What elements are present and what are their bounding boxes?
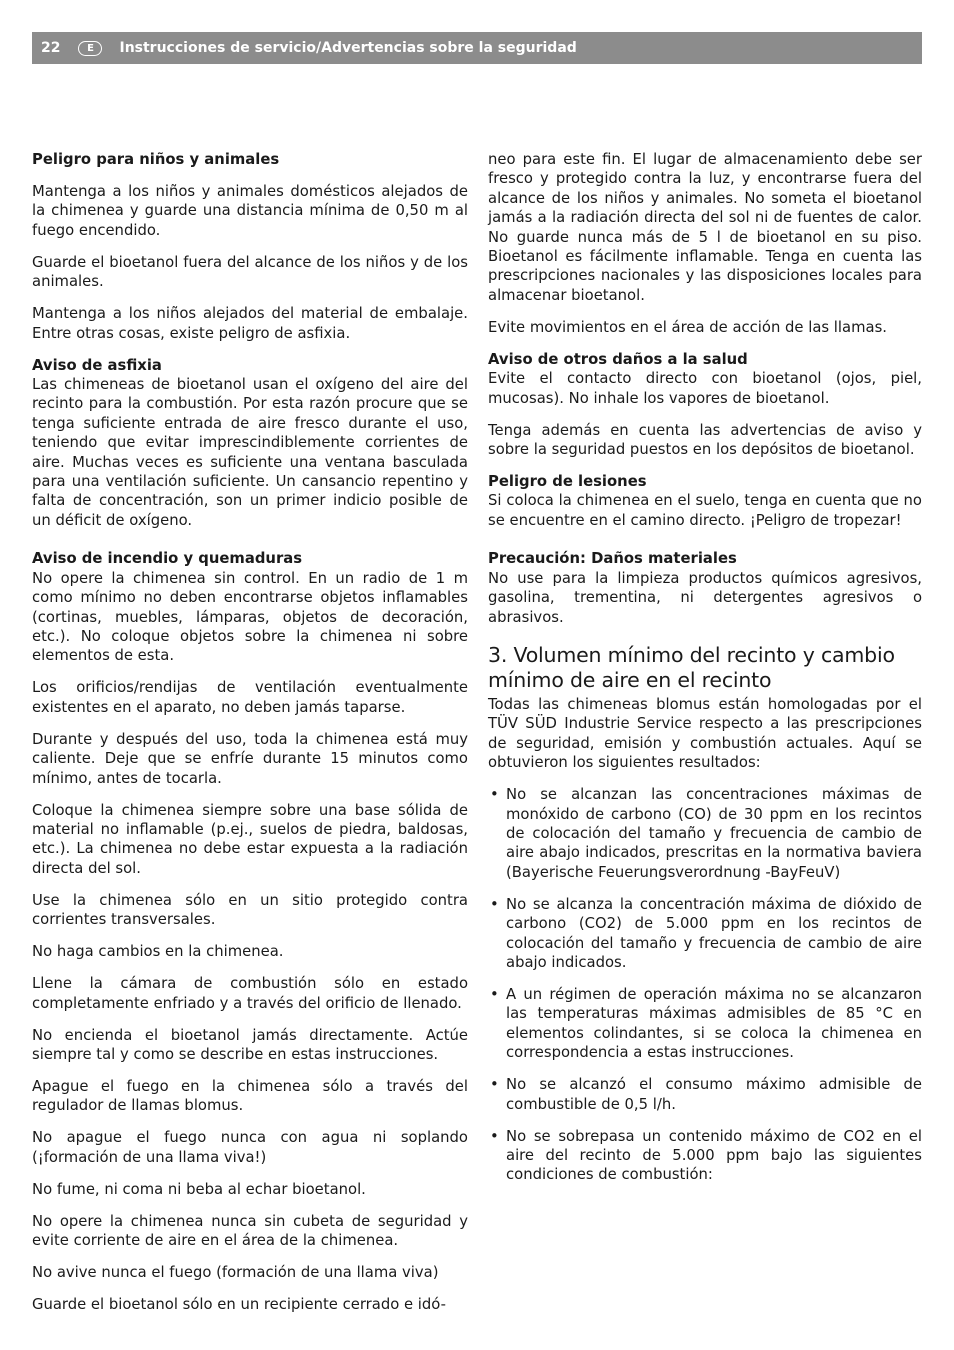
list-item-text: A un régimen de operación máxima no se alcanzaron las temperaturas máximas admisibles de 85 °C en elementos colindantes, si se coloca la chimenea en correspondencia a estas instrucciones. (506, 985, 922, 1062)
paragraph: Coloque la chimenea siempre sobre una base sólida de material no inflamable (p.ej., suelos de piedra, baldosas, etc.). La chimenea no debe estar expuesta a la radiación directa del sol. (32, 801, 468, 877)
language-badge: E (78, 41, 102, 56)
list-item-text: No se alcanzó el consumo máximo admisible de combustible de 0,5 l/h. (506, 1076, 922, 1113)
paragraph: Guarde el bioetanol sólo en un recipiente cerrado e idó- (32, 1296, 446, 1314)
page-header (32, 32, 922, 64)
paragraph: Tenga además en cuenta las advertencias de aviso y sobre la seguridad puestos en los depósitos de bioetanol. (488, 421, 922, 459)
bullet-icon: • (490, 895, 499, 913)
bullet-icon: • (490, 1127, 499, 1145)
paragraph: Guarde el bioetanol fuera del alcance de los niños y de los animales. (32, 253, 468, 291)
paragraph: No apague el fuego nunca con agua ni soplando (¡formación de una llama viva!) (32, 1129, 468, 1166)
bullet-icon: • (490, 786, 499, 804)
section-heading: 3. Volumen mínimo del recinto y cambio mínimo de aire en el recinto (488, 642, 895, 692)
paragraph: Durante y después del uso, toda la chimenea está muy caliente. Deje que se enfríe durante 15 minutos como mínimo, antes de tocarla. (32, 730, 468, 787)
bullet-icon: • (490, 1076, 499, 1094)
heading-health: Aviso de otros daños a la salud (488, 350, 748, 368)
paragraph: Los orificios/rendijas de ventilación eventualmente existentes en el aparato, no deben jamás taparse. (32, 679, 468, 716)
paragraph: Las chimeneas de bioetanol usan el oxígeno del aire del recinto para la combustión. Por esta razón procure que se tenga suficiente entrada de aire fresco durante el uso, teniendo que evitar imprescindiblemente corrientes de aire. Muchas veces es suficiente una ventana basculada para una ventilación suficiente. Un cansancio repentino y falta de concentración, son un primer indicio posible de un déficit de oxígeno. (32, 376, 468, 529)
list-item-text: No se sobrepasa un contenido máximo de CO2 en el aire del recinto de 5.000 ppm bajo las siguientes condiciones de combustión: (506, 1127, 922, 1184)
paragraph: Evite movimientos en el área de acción de las llamas. (488, 318, 887, 336)
list-item-text: No se alcanza la concentración máxima de dióxido de carbono (CO2) de 5.000 ppm en los recintos de colocación del tamaño y frecuencia de cambio de aire abajo indicados. (506, 895, 922, 971)
paragraph: No opere la chimenea sin control. En un radio de 1 m como mínimo no deben encontrarse objetos inflamables (cortinas, muebles, lámparas, objetos de decoración, etc.). No coloque objetos sobre la chimenea ni sobre elementos de esta. (32, 569, 468, 665)
list-item (488, 1127, 922, 1185)
paragraph: Use la chimenea sólo en un sitio protegido contra corrientes transversales. (32, 891, 468, 929)
paragraph: Evite el contacto directo con bioetanol (ojos, piel, mucosas). No inhale los vapores de bioetanol. (488, 370, 922, 407)
list-item (488, 1075, 922, 1114)
paragraph: Mantenga a los niños y animales domésticos alejados de la chimenea y guarde una distancia mínima de 0,50 m al fuego encendido. (32, 183, 468, 239)
heading-fire-burns: Aviso de incendio y quemaduras (32, 550, 303, 568)
left-column (32, 150, 468, 1327)
paragraph: Si coloca la chimenea en el suelo, tenga en cuenta que no se encuentre en el camino directo. ¡Peligro de tropezar! (488, 492, 922, 529)
right-column (488, 150, 922, 1197)
paragraph: No fume, ni coma ni beba al echar bioetanol. (32, 1180, 366, 1198)
paragraph: Llene la cámara de combustión sólo en estado completamente enfriado y a través del orificio de llenado. (32, 975, 468, 1012)
header-title: Instrucciones de servicio/Advertencias sobre la seguridad (119, 40, 577, 56)
heading-asphyxia: Aviso de asfixia (32, 356, 162, 374)
list-item (488, 985, 922, 1063)
paragraph: No encienda el bioetanol jamás directamente. Actúe siempre tal y como se describe en estas instrucciones. (32, 1026, 468, 1063)
bullet-icon: • (490, 985, 499, 1003)
paragraph: No haga cambios en la chimenea. (32, 943, 284, 961)
paragraph: neo para este fin. El lugar de almacenamiento debe ser fresco y protegido contra la luz, y encontrarse fuera del alcance de los niños y animales. No someta el bioetanol jamás a la radiación directa del sol ni de fuentes de calor. No guarde nunca más de 5 l de bioetanol en su piso. Bioetanol es fácilmente inflamable. Tenga en cuenta las prescripciones nacionales y las disposiciones locales para almacenar bioetanol. (488, 151, 922, 304)
paragraph: No avive nunca el fuego (formación de una llama viva) (32, 1264, 439, 1282)
paragraph: No opere la chimenea nunca sin cubeta de seguridad y evite corriente de aire en el área de la chimenea. (32, 1212, 468, 1250)
heading-injury: Peligro de lesiones (488, 473, 647, 491)
paragraph: No use para la limpieza productos químicos agresivos, gasolina, trementina, ni detergentes agresivos o abrasivos. (488, 569, 922, 626)
list-item (488, 785, 922, 882)
heading-children-animals: Peligro para niños y animales (32, 151, 280, 168)
page-number: 22 (41, 40, 61, 56)
heading-material-damage: Precaución: Daños materiales (488, 550, 737, 568)
results-list (488, 785, 922, 1185)
paragraph: Apague el fuego en la chimenea sólo a través del regulador de llamas blomus. (32, 1077, 468, 1115)
list-item (488, 895, 922, 973)
paragraph: Mantenga a los niños alejados del material de embalaje. Entre otras cosas, existe peligro de asfixia. (32, 305, 468, 342)
list-item-text: No se alcanzan las concentraciones máximas de monóxido de carbono (CO) de 30 ppm en los recintos de colocación del tamaño y frecuencia de cambio de aire abajo indicados, prescritas en la normativa baviera (Bayerische Feuerungsverordnung -BayFeuV) (506, 786, 922, 881)
paragraph: Todas las chimeneas blomus están homologadas por el TÜV SÜD Industrie Service respecto a las prescripciones de seguridad, emisión y combustión actuales. Aquí se obtuvieron los siguientes resultados: (488, 695, 922, 772)
